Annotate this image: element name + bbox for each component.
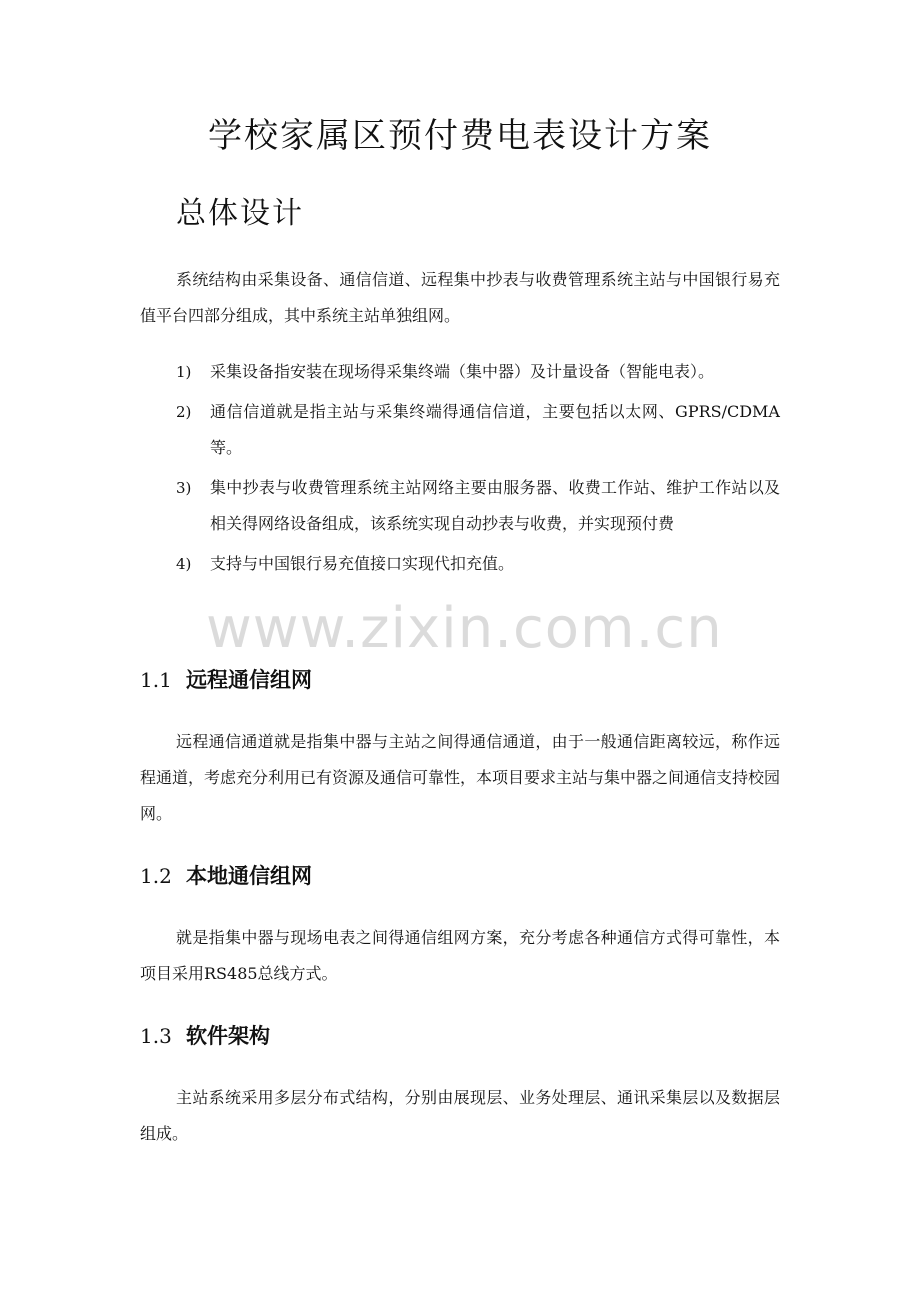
document-title: 学校家属区预付费电表设计方案 — [208, 116, 712, 156]
subsection-number: 1.1 — [140, 668, 172, 692]
list-marker: 1) — [176, 363, 192, 381]
list-item-text: 通信信道就是指主站与采集终端得通信信道，主要包括以太网、GPRS/CDMA等。 — [210, 402, 780, 457]
list-item — [140, 546, 780, 582]
section-title: 总体设计 — [176, 196, 304, 231]
list-item-text: 支持与中国银行易充值接口实现代扣充值。 — [210, 554, 515, 573]
list-marker: 3) — [176, 479, 192, 497]
subsection-number: 1.2 — [140, 864, 172, 888]
subsection-heading-1-1 — [140, 662, 312, 698]
list-item-text: 采集设备指安装在现场得采集终端（集中器）及计量设备（智能电表）。 — [210, 362, 715, 381]
subsection-heading-1-2 — [140, 858, 312, 894]
subsection-title: 本地通信组网 — [186, 864, 312, 888]
list-marker: 2) — [176, 403, 192, 421]
component-list — [140, 354, 780, 586]
list-item-text: 集中抄表与收费管理系统主站网络主要由服务器、收费工作站、维护工作站以及相关得网络设备组成，该系统实现自动抄表与收费，并实现预付费 — [210, 478, 780, 533]
watermark: www.zixin.com.cn — [206, 596, 723, 661]
subsection-number: 1.3 — [140, 1024, 172, 1048]
list-item — [140, 470, 780, 542]
subsection-heading-1-3 — [140, 1018, 270, 1054]
intro-paragraph: 系统结构由采集设备、通信信道、远程集中抄表与收费管理系统主站与中国银行易充值平台四部分组成，其中系统主站单独组网。 — [140, 270, 780, 325]
subsection-body: 远程通信通道就是指集中器与主站之间得通信通道，由于一般通信距离较远，称作远程通道，考虑充分利用已有资源及通信可靠性，本项目要求主站与集中器之间通信支持校园网。 — [140, 732, 781, 823]
subsection-body: 主站系统采用多层分布式结构，分别由展现层、业务处理层、通讯采集层以及数据层组成。 — [140, 1088, 780, 1143]
list-item — [140, 354, 780, 390]
subsection-title: 软件架构 — [186, 1024, 270, 1048]
list-item — [140, 394, 780, 466]
subsection-title: 远程通信组网 — [186, 668, 312, 692]
list-marker: 4) — [176, 555, 192, 573]
subsection-body: 就是指集中器与现场电表之间得通信组网方案，充分考虑各种通信方式得可靠性，本项目采用RS485总线方式。 — [140, 928, 780, 983]
